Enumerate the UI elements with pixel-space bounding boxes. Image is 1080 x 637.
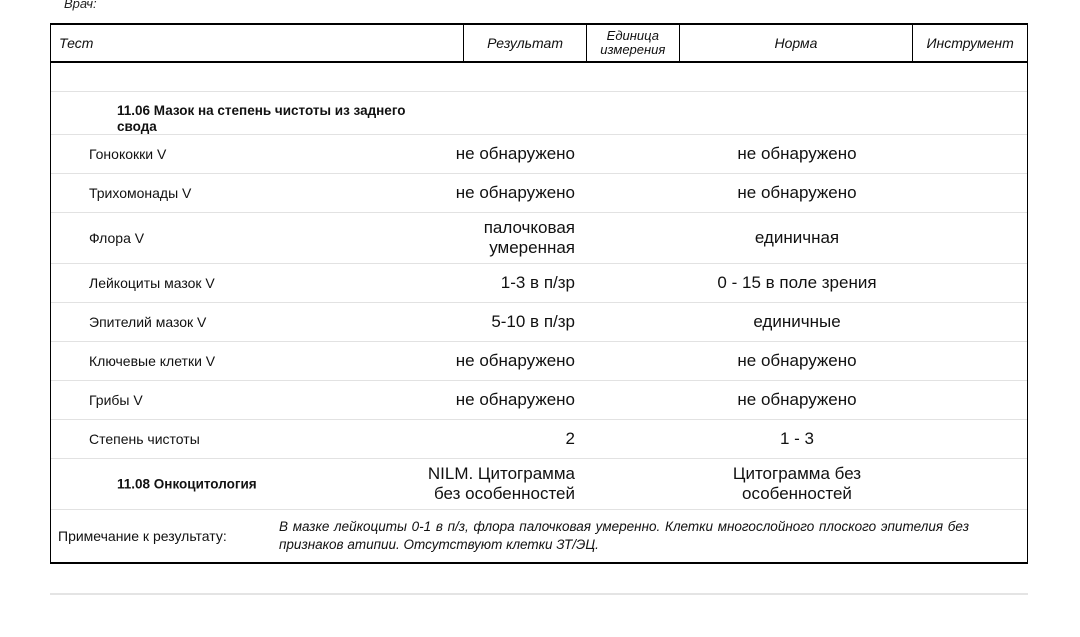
norm-value: единичная	[754, 228, 840, 247]
header-instrument: Инструмент	[926, 35, 1014, 51]
section-title: 11.06 Мазок на степень чистоты из заднего свода	[117, 103, 406, 134]
oncology-norm-line2: особенностей	[742, 484, 852, 503]
doctor-label: Врач:	[64, 0, 97, 11]
oncology-result	[428, 464, 575, 504]
lab-results-table	[50, 23, 1028, 564]
result-value: не обнаружено	[455, 390, 575, 409]
table-row	[51, 381, 1027, 420]
test-name: Гонококки V	[89, 146, 167, 162]
test-name: Трихомонады V	[89, 185, 192, 201]
oncology-norm-line1: Цитограмма без	[732, 464, 862, 483]
note-text: В мазке лейкоциты 0-1 в п/з, флора палочковая умеренно. Клетки многослойного плоского эпителия без признаков атипии. Отсутствуют клетки ЗТ/ЭЦ.	[279, 519, 969, 552]
table-row	[51, 420, 1027, 459]
test-name: Лейкоциты мазок V	[89, 275, 215, 291]
norm-value: не обнаружено	[737, 390, 857, 409]
result-value: 5-10 в п/зр	[491, 312, 575, 331]
table-row	[51, 264, 1027, 303]
result-value: 1-3 в п/зр	[500, 273, 575, 292]
oncology-norm	[682, 464, 912, 504]
result-value: не обнаружено	[455, 144, 575, 163]
oncology-result-line1: NILM. Цитограмма	[427, 464, 575, 483]
table-row	[51, 303, 1027, 342]
norm-value: не обнаружено	[737, 144, 857, 163]
note-label: Примечание к результату:	[58, 528, 227, 544]
test-name: Степень чистоты	[89, 431, 200, 447]
norm-value: не обнаружено	[737, 351, 857, 370]
spacer-row	[51, 63, 1027, 92]
oncology-test-name: 11.08 Онкоцитология	[117, 476, 257, 492]
result-value: не обнаружено	[455, 183, 575, 202]
result-value: не обнаружено	[455, 351, 575, 370]
table-row	[51, 213, 1027, 264]
test-name: Флора V	[89, 230, 145, 246]
table-row	[51, 342, 1027, 381]
note-row	[51, 510, 1027, 564]
oncology-result-line2: без особенностей	[433, 484, 575, 503]
test-name: Грибы V	[89, 392, 143, 408]
table-body	[50, 63, 1028, 564]
oncology-row	[51, 459, 1027, 510]
test-name: Ключевые клетки V	[89, 353, 216, 369]
norm-value: 1 - 3	[779, 429, 815, 448]
result-value: 2	[565, 429, 575, 448]
section-row	[51, 92, 1027, 135]
header-result: Результат	[464, 25, 587, 61]
norm-value: 0 - 15 в поле зрения	[717, 273, 877, 292]
header-test: Тест	[51, 25, 464, 61]
header-unit: Единица измерения	[587, 25, 680, 61]
table-header	[50, 23, 1028, 63]
norm-value: единичные	[753, 312, 841, 331]
norm-value: не обнаружено	[737, 183, 857, 202]
result-value: палочковая умеренная	[483, 218, 575, 257]
header-norm: Норма	[680, 25, 914, 61]
table-row	[51, 174, 1027, 213]
test-name: Эпителий мазок V	[89, 314, 207, 330]
table-row	[51, 135, 1027, 174]
bottom-divider	[50, 593, 1028, 595]
